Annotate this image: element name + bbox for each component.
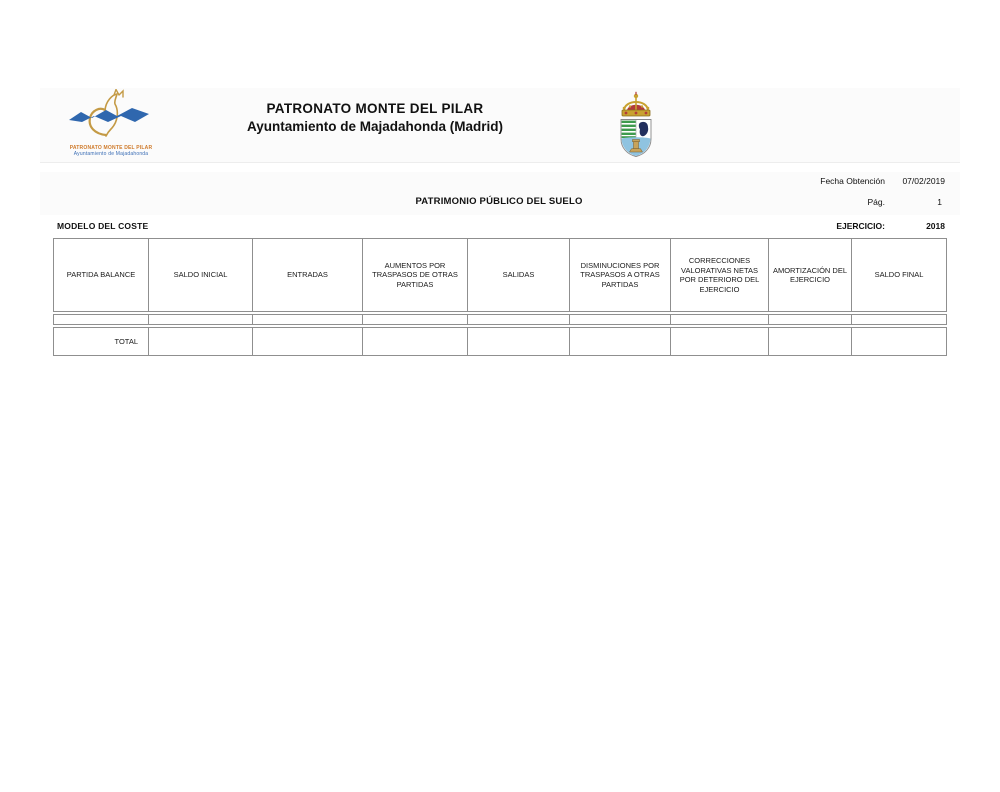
col-header-aumentos-traspasos: AUMENTOS POR TRASPASOS DE OTRAS PARTIDAS bbox=[362, 239, 467, 311]
table-empty-row bbox=[53, 314, 947, 325]
coat-of-arms-icon bbox=[611, 91, 661, 159]
col-header-entradas: ENTRADAS bbox=[252, 239, 362, 311]
majadahonda-coat-of-arms bbox=[611, 91, 661, 159]
total-value-cell bbox=[851, 328, 946, 355]
org-title: PATRONATO MONTE DEL PILAR bbox=[266, 101, 484, 116]
col-header-saldo-inicial: SALDO INICIAL bbox=[148, 239, 252, 311]
page-label: Pág. bbox=[867, 197, 885, 207]
logo-caption-line1: PATRONATO MONTE DEL PILAR bbox=[69, 145, 153, 151]
col-header-salidas: SALIDAS bbox=[467, 239, 569, 311]
total-value-cell bbox=[569, 328, 670, 355]
fecha-obtencion-value: 07/02/2019 bbox=[902, 176, 945, 186]
empty-cell bbox=[467, 315, 569, 324]
squirrel-logo-icon bbox=[59, 89, 164, 139]
patronato-logo bbox=[57, 89, 165, 157]
col-header-amortizacion: AMORTIZACIÓN DEL EJERCICIO bbox=[768, 239, 851, 311]
total-value-cell bbox=[768, 328, 851, 355]
total-value-cell bbox=[252, 328, 362, 355]
table-total-row bbox=[53, 327, 947, 356]
org-title-block bbox=[235, 100, 515, 136]
col-header-saldo-final: SALDO FINAL bbox=[851, 239, 946, 311]
col-header-disminuciones-traspasos: DISMINUCIONES POR TRASPASOS A OTRAS PARTIDAS bbox=[569, 239, 670, 311]
empty-cell bbox=[362, 315, 467, 324]
balance-table bbox=[53, 238, 947, 356]
col-header-correcciones-valorativas: CORRECCIONES VALORATIVAS NETAS POR DETERIORO DEL EJERCICIO bbox=[670, 239, 768, 311]
empty-cell bbox=[252, 315, 362, 324]
total-value-cell bbox=[362, 328, 467, 355]
empty-cell bbox=[54, 315, 148, 324]
fecha-obtencion-label: Fecha Obtención bbox=[820, 176, 885, 186]
table-header-row bbox=[53, 238, 947, 312]
org-subtitle: Ayuntamiento de Majadahonda (Madrid) bbox=[246, 119, 503, 134]
total-value-cell bbox=[670, 328, 768, 355]
total-label-cell: TOTAL bbox=[114, 337, 138, 346]
empty-cell bbox=[768, 315, 851, 324]
total-value-cell bbox=[467, 328, 569, 355]
empty-cell bbox=[851, 315, 946, 324]
report-title: PATRIMONIO PÚBLICO DEL SUELO bbox=[415, 196, 583, 207]
col-header-partida-balance: PARTIDA BALANCE bbox=[66, 270, 136, 280]
total-value-cell bbox=[148, 328, 252, 355]
page-number: 1 bbox=[937, 197, 942, 207]
model-label: MODELO DEL COSTE bbox=[57, 221, 149, 231]
ejercicio-label: EJERCICIO: bbox=[836, 221, 885, 231]
empty-cell bbox=[148, 315, 252, 324]
logo-caption-line2: Ayuntamiento de Majadahonda bbox=[73, 151, 149, 157]
empty-cell bbox=[569, 315, 670, 324]
empty-cell bbox=[670, 315, 768, 324]
ejercicio-value: 2018 bbox=[926, 221, 945, 231]
